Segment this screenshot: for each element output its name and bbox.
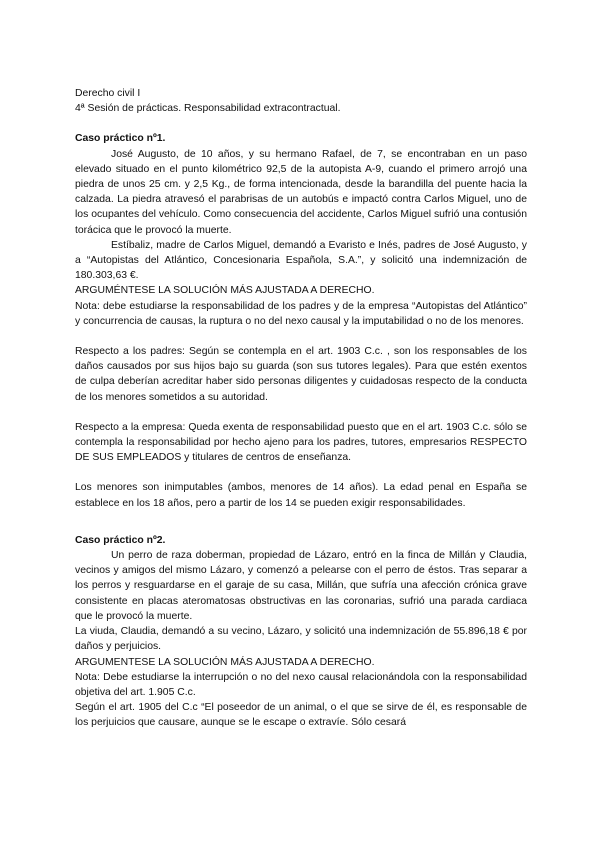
case2-facts: Un perro de raza doberman, propiedad de Lázaro, entró en la finca de Millán y Claudia, vecinos y amigos del mismo Lázaro, y comenzó a pelearse con el perro de éstos. Tras separar a los perros y resguardarse en el garaje de su casa, Millán, que sufría una afección crónica grave consistente en placas ateromatosas obstructivas en las coronarias, sufrió una parada cardiaca que le provocó la muerte. [75,550,527,622]
case2-instruction: ARGUMENTESE LA SOLUCIÓN MÁS AJUSTADA A DERECHO. [75,656,375,668]
course-title: Derecho civil I [75,88,141,99]
session-title: 4ª Sesión de prácticas. Responsabilidad extracontractual. [75,103,341,115]
case1-title: Caso práctico nº1. [75,133,166,145]
case2-note: Nota: Debe estudiarse la interrupción o no del nexo causal relacionándola con la responsabilidad objetiva del art. 1.905 C.c. [75,671,527,698]
case2-title: Caso práctico nº2. [75,534,166,546]
case2-answer: Según el art. 1905 del C.c “El poseedor de un animal, o el que se sirve de él, es responsable de los perjuicios que causare, aunque se le escape o extravíe. Sólo cesará [75,702,527,729]
case1-answer-company: Respecto a la empresa: Queda exenta de responsabilidad puesto que en el art. 1903 C.c. sólo se contempla la responsabilidad por hecho ajeno para los padres, tutores, empresarios RESPECTO DE SUS EMPLEADOS y titulares de centros de enseñanza. [75,421,527,464]
case1-answer-minors: Los menores son inimputables (ambos, menores de 14 años). La edad penal en España se establece en los 18 años, pero a partir de los 14 se pueden exigir responsabilidades. [75,482,527,509]
case2-claim: La viuda, Claudia, demandó a su vecino, Lázaro, y solicitó una indemnización de 55.896,18 € por daños y perjuicios. [75,626,527,653]
case1-claim: Estíbaliz, madre de Carlos Miguel, demandó a Evaristo e Inés, padres de José Augusto, y a “Autopistas del Atlántico, Concesionaria Española, S.A.”, y solicitó una indemnización de 180.303,63 €. [75,239,527,282]
case1-facts: José Augusto, de 10 años, y su hermano Rafael, de 7, se encontraban en un paso elevado situado en el punto kilométrico 92,5 de la autopista A-9, cuando el primero arrojó una piedra de unos 25 cm. y 2,5 Kg., de forma intencionada, desde la barandilla del puente hacia la calzada. La piedra atravesó el parabrisas de un autobús e impactó contra Carlos Miguel, uno de los ocupantes del vehículo. Como consecuencia del accidente, Carlos Miguel sufrió una contusión torácica que le provocó la muerte. [75,148,527,236]
case1-answer-parents: Respecto a los padres: Según se contempla en el art. 1903 C.c. , son los responsables de los daños causados por sus hijos bajo su guarda (son sus tutores legales). Para que estén exentos de culpa deberían acreditar haber sido personas diligentes y cuidadosas respecto de la conducta de los menores sometidos a su autoridad. [75,346,527,403]
case1-note: Nota: debe estudiarse la responsabilidad de los padres y de la empresa “Autopistas del Atlántico” y concurrencia de causas, la ruptura o no del nexo causal y la imputabilidad o no de los menores. [75,300,527,327]
case1-instruction: ARGUMÉNTESE LA SOLUCIÓN MÁS AJUSTADA A DERECHO. [75,285,375,297]
document-body [75,86,527,731]
